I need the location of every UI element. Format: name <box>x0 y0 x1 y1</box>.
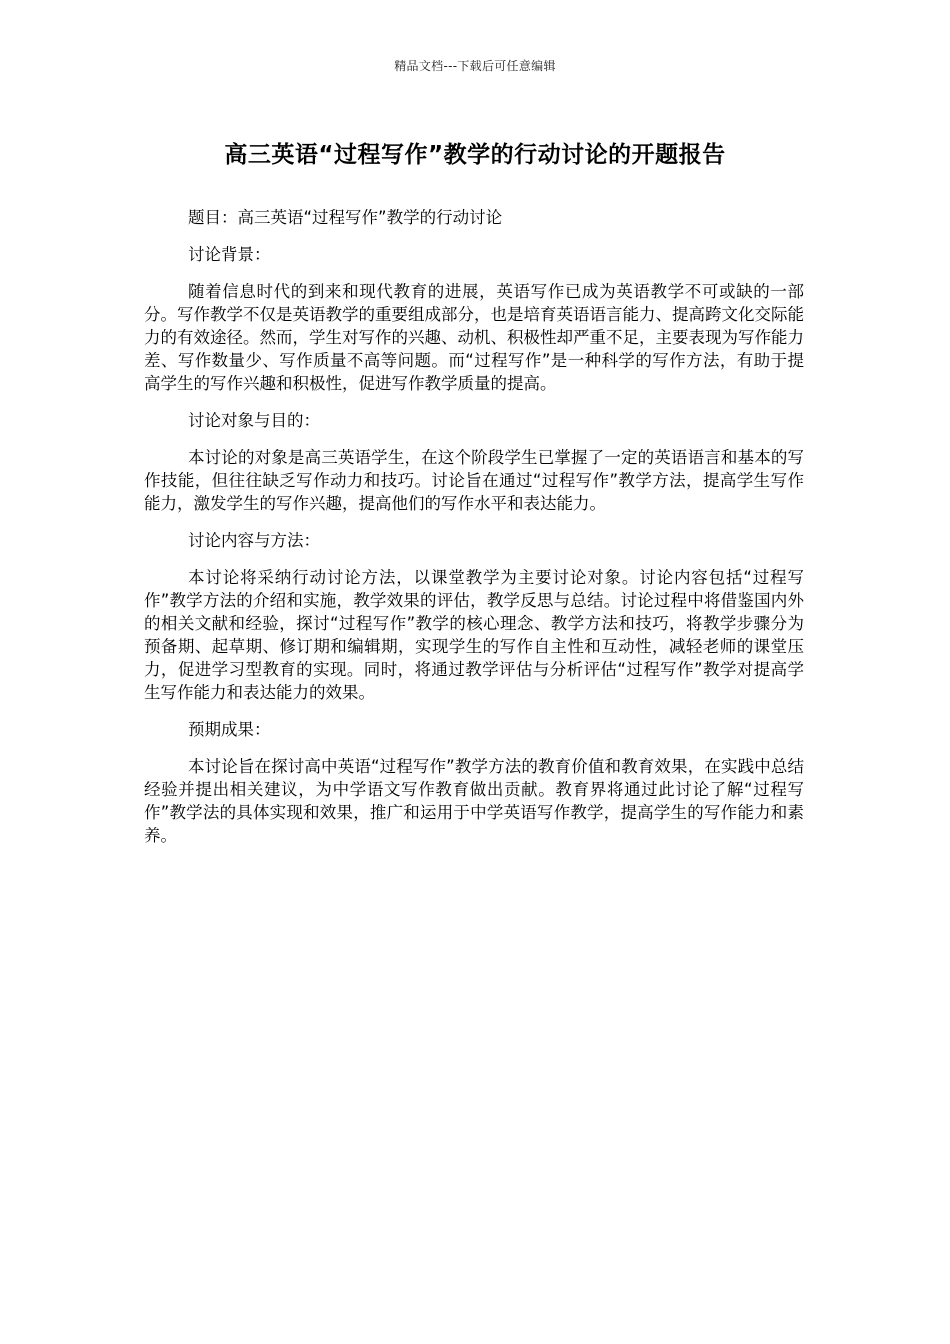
page-title: 高三英语“过程写作”教学的行动讨论的开题报告 <box>224 142 726 168</box>
topic-line: 题目：高三英语“过程写作”教学的行动讨论 <box>188 208 503 227</box>
background-paragraph: 随着信息时代的到来和现代教育的进展，英语写作已成为英语教学不可或缺的一部分。写作教学不仅是英语教学的重要组成部分，也是培育英语语言能力、提高跨文化交际能力的有效途径。然而，学生对写作的兴趣、动机、积极性却严重不足，主要表现为写作能力差、写作数量少、写作质量不高等问题。而“过程写作”是一种科学的写作方法，有助于提高学生的写作兴趣和积极性，促进写作教学质量的提高。 <box>144 282 804 393</box>
document-body <box>144 206 804 861</box>
method-heading: 讨论内容与方法： <box>188 531 320 550</box>
background-heading: 讨论背景： <box>188 245 271 264</box>
objective-paragraph: 本讨论的对象是高三英语学生，在这个阶段学生已掌握了一定的英语语言和基本的写作技能，但往往缺乏写作动力和技巧。讨论旨在通过“过程写作”教学方法，提高学生写作能力，激发学生的写作兴趣，提高他们的写作水平和表达能力。 <box>144 448 804 513</box>
method-paragraph: 本讨论将采纳行动讨论方法，以课堂教学为主要讨论对象。讨论内容包括“过程写作”教学方法的介绍和实施，教学效果的评估，教学反思与总结。讨论过程中将借鉴国内外的相关文献和经验，探讨“过程写作”教学的核心理念、教学方法和技巧，将教学步骤分为预备期、起草期、修订期和编辑期，实现学生的写作自主性和互动性，减轻老师的课堂压力，促进学习型教育的实现。同时，将通过教学评估与分析评估“过程写作”教学对提高学生写作能力和表达能力的效果。 <box>144 568 804 702</box>
outcome-paragraph: 本讨论旨在探讨高中英语“过程写作”教学方法的教育价值和教育效果，在实践中总结经验并提出相关建议，为中学语文写作教育做出贡献。教育界将通过此讨论了解“过程写作”教学法的具体实现和效果，推广和运用于中学英语写作教学，提高学生的写作能力和素养。 <box>144 757 804 845</box>
header-note: 精品文档---下载后可任意编辑 <box>394 59 556 73</box>
objective-heading: 讨论对象与目的： <box>188 411 320 430</box>
outcome-heading: 预期成果： <box>188 720 271 739</box>
